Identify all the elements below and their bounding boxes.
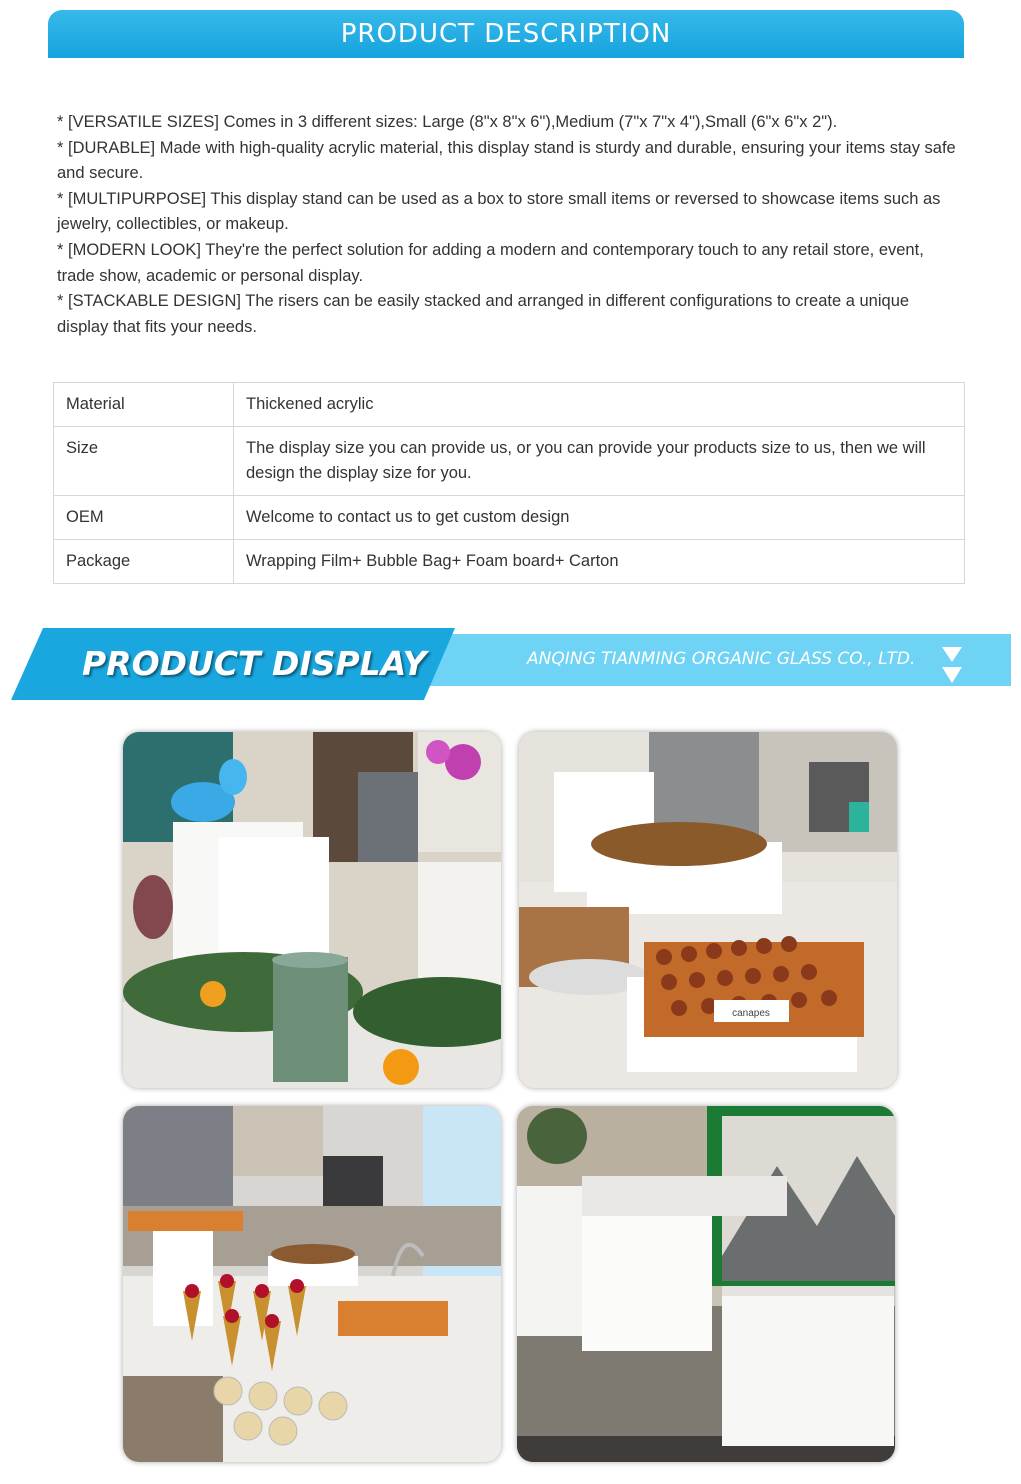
table-row <box>54 427 965 496</box>
product-photo-4 <box>517 1106 895 1462</box>
feature-modern-look: * [MODERN LOOK] They're the perfect solution for adding a modern and contemporary touch to any retail store, event, trade show, academic or personal display. <box>57 240 924 285</box>
table-row <box>54 540 965 584</box>
spec-value: The display size you can provide us, or you can provide your products size to us, then we will design the display size for you. <box>234 427 965 496</box>
spec-key: Size <box>54 427 234 496</box>
spec-key: Package <box>54 540 234 584</box>
spec-key: Material <box>54 383 234 427</box>
product-photo-2 <box>519 732 897 1088</box>
product-photo-3 <box>123 1106 501 1462</box>
spec-table <box>53 382 965 584</box>
feature-stackable-design: * [STACKABLE DESIGN] The risers can be easily stacked and arranged in different configurations to create a unique display that fits your needs. <box>57 292 910 336</box>
table-row <box>54 383 965 427</box>
feature-list <box>57 110 957 340</box>
spec-value: Welcome to contact us to get custom design <box>234 496 965 540</box>
table-row <box>54 496 965 540</box>
product-photo-1 <box>123 732 501 1088</box>
spec-value: Thickened acrylic <box>234 383 965 427</box>
feature-multipurpose: * [MULTIPURPOSE] This display stand can be used as a box to store small items or reversed to showcase items such as jewelry, collectibles, or makeup. <box>57 189 941 234</box>
feature-versatile-sizes: * [VERSATILE SIZES] Comes in 3 different sizes: Large (8"x 8"x 6"),Medium (7"x 7"x 4"),Small (6"x 6"x 2"). <box>57 113 838 131</box>
product-display-title: PRODUCT DISPLAY <box>82 644 427 683</box>
spec-key: OEM <box>54 496 234 540</box>
section-title: PRODUCT DESCRIPTION <box>340 19 672 49</box>
double-chevron-down-icon <box>941 646 963 684</box>
product-description-header <box>48 10 964 58</box>
spec-value: Wrapping Film+ Bubble Bag+ Foam board+ Carton <box>234 540 965 584</box>
canapes-label: canapes <box>732 1008 770 1019</box>
feature-durable: * [DURABLE] Made with high-quality acrylic material, this display stand is sturdy and durable, ensuring your items stay safe and secure. <box>57 138 956 183</box>
company-name: ANQING TIANMING ORGANIC GLASS CO., LTD. <box>527 649 916 669</box>
